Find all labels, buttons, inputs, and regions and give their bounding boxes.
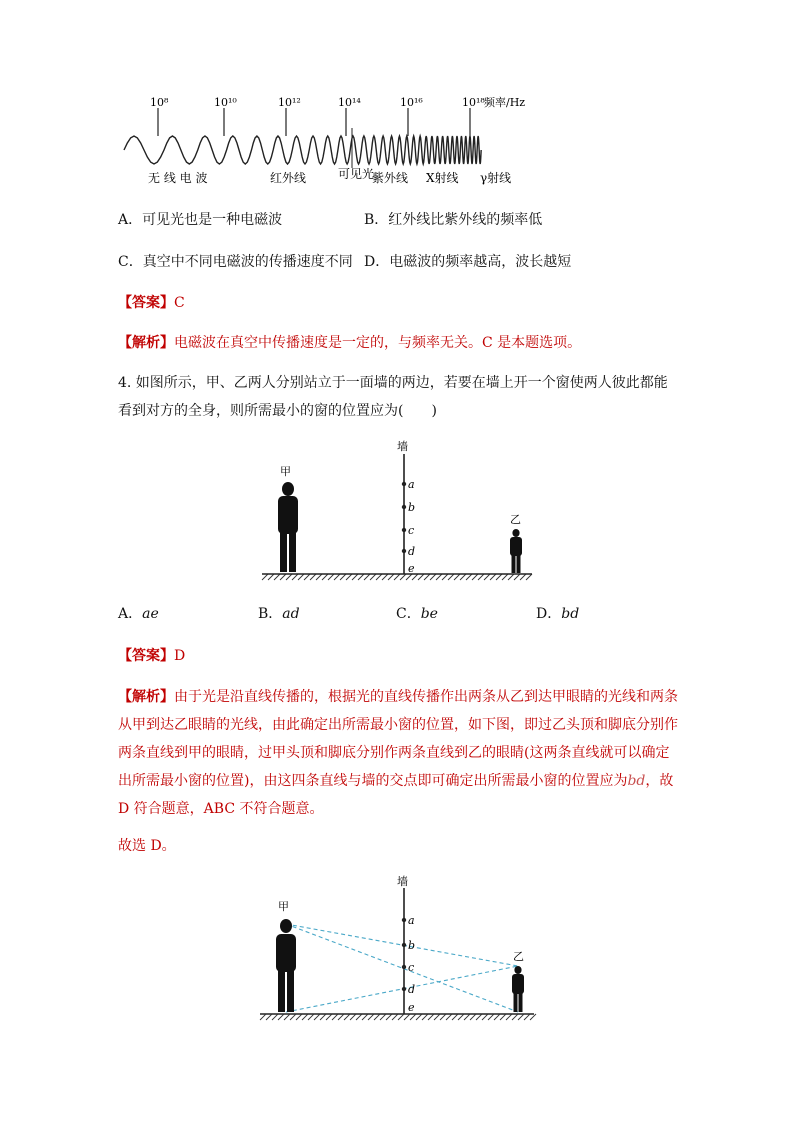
hatch-mark [430, 574, 436, 580]
q4-option-b [258, 604, 300, 624]
wall-label: 墙 [397, 875, 408, 888]
hatch-mark [470, 1014, 476, 1020]
hatch-mark [424, 574, 430, 580]
freq-label: 10¹⁶ [400, 96, 423, 109]
q4-option-c-letter: C． [396, 606, 421, 622]
hatch-mark [506, 1014, 512, 1020]
q4-analysis [118, 683, 678, 823]
q4-analysis-tag: 【解析】 [118, 689, 174, 705]
analysis-text: 电磁波在真空中传播速度是一定的，与频率无关。C 是本题选项。 [174, 335, 582, 351]
option-a: A．可见光也是一种电磁波 [118, 212, 283, 228]
band-label-xray: X射线 [426, 171, 459, 185]
wall-point [402, 505, 406, 509]
hatch-mark [404, 1014, 410, 1020]
wall-point [402, 549, 406, 553]
q4-analysis-line: D 符合题意，ABC 不符合题意。 [118, 801, 324, 817]
wall-point [402, 965, 406, 969]
point-label-b: b [408, 501, 416, 514]
hatch-mark [374, 1014, 380, 1020]
hatch-mark [458, 1014, 464, 1020]
hatch-mark [358, 574, 364, 580]
freq-unit: 频率/Hz [484, 96, 526, 109]
band-label-gamma: γ射线 [480, 171, 512, 185]
wall-point [402, 482, 406, 486]
wall-point [402, 943, 406, 947]
hatch-mark [422, 1014, 428, 1020]
hatch-mark [272, 1014, 278, 1020]
hatch-mark [418, 574, 424, 580]
person-yi [512, 966, 524, 1012]
hatch-mark [286, 574, 292, 580]
option-c: C．真空中不同电磁波的传播速度不同 [118, 254, 353, 270]
wall-point [402, 987, 406, 991]
hatch-mark [488, 1014, 494, 1020]
hatch-mark [298, 574, 304, 580]
spectrum-wave [124, 136, 481, 164]
band-label-infrared: 红外线 [270, 171, 307, 185]
hatch-mark [304, 574, 310, 580]
hatch-mark [322, 574, 328, 580]
hatch-mark [344, 1014, 350, 1020]
ground-hatch [262, 574, 532, 580]
hatch-mark [382, 574, 388, 580]
hatch-mark [308, 1014, 314, 1020]
q4-analysis-highlight: bd [627, 773, 646, 789]
person-yi-label: 乙 [513, 950, 524, 963]
q4-option-a-letter: A． [118, 606, 143, 622]
point-label-c: c [408, 961, 415, 974]
hatch-mark [296, 1014, 302, 1020]
q4-analysis-line: 两条直线到甲的眼睛，过甲头顶和脚底分别作两条直线到乙的眼睛(这两条直线就可以确定 [118, 745, 670, 761]
q4-option-a-value: ae [142, 606, 159, 622]
hatch-mark [332, 1014, 338, 1020]
q4-option-b-letter: B． [258, 606, 283, 622]
hatch-mark [370, 574, 376, 580]
point-label-b: b [408, 939, 416, 952]
hatch-mark [278, 1014, 284, 1020]
hatch-mark [410, 1014, 416, 1020]
point-label-a: a [408, 478, 415, 491]
hatch-mark [352, 574, 358, 580]
hatch-mark [502, 574, 508, 580]
hatch-mark [512, 1014, 518, 1020]
hatch-mark [292, 574, 298, 580]
hatch-mark [350, 1014, 356, 1020]
option-b: B．红外线比紫外线的频率低 [364, 212, 543, 228]
hatch-mark [530, 1014, 536, 1020]
hatch-mark [290, 1014, 296, 1020]
hatch-mark [464, 1014, 470, 1020]
band-label-radio: 无 线 电 波 [148, 171, 208, 185]
hatch-mark [526, 574, 532, 580]
hatch-mark [514, 574, 520, 580]
hatch-mark [368, 1014, 374, 1020]
q4-option-d [536, 604, 579, 624]
answer-value: C [174, 295, 185, 311]
freq-label: 10¹⁸ [462, 96, 485, 109]
hatch-mark [524, 1014, 530, 1020]
q4-analysis-line [118, 767, 678, 795]
spectrum-figure [118, 92, 538, 192]
hatch-mark [340, 574, 346, 580]
person-jia [278, 482, 298, 572]
hatch-mark [460, 574, 466, 580]
freq-label: 10¹⁰ [214, 96, 237, 109]
q4-option-c [396, 604, 438, 624]
hatch-mark [362, 1014, 368, 1020]
hatch-mark [400, 574, 406, 580]
hatch-mark [520, 574, 526, 580]
hatch-mark [356, 1014, 362, 1020]
person-jia [276, 919, 296, 1012]
hatch-mark [280, 574, 286, 580]
freq-label: 10⁸ [150, 96, 169, 109]
q4-answer-value: D [174, 648, 186, 664]
q4-analysis-tail: ，故 [645, 773, 674, 789]
point-label-d: d [408, 545, 416, 558]
hatch-mark [490, 574, 496, 580]
hatch-mark [338, 1014, 344, 1020]
analysis-line [118, 333, 581, 353]
hatch-mark [386, 1014, 392, 1020]
q4-option-d-value: bd [561, 606, 580, 622]
hatch-mark [380, 1014, 386, 1020]
answer-tag: 【答案】 [118, 295, 174, 311]
q4-analysis-text: 出所需最小窗的位置)，由这四条直线与墙的交点即可确定出所需最小窗的位置应为 [118, 773, 628, 789]
q4-answer-tag: 【答案】 [118, 648, 174, 664]
hatch-mark [268, 574, 274, 580]
hatch-mark [452, 1014, 458, 1020]
q4-conclusion: 故选 D。 [118, 838, 176, 854]
hatch-mark [310, 574, 316, 580]
hatch-mark [328, 574, 334, 580]
hatch-mark [482, 1014, 488, 1020]
hatch-mark [376, 574, 382, 580]
hatch-mark [262, 574, 268, 580]
person-yi-label: 乙 [510, 513, 521, 526]
hatch-mark [316, 574, 322, 580]
band-label-visible: 可见光 [338, 167, 375, 181]
hatch-mark [260, 1014, 266, 1020]
hatch-mark [320, 1014, 326, 1020]
hatch-mark [518, 1014, 524, 1020]
hatch-mark [334, 574, 340, 580]
hatch-mark [472, 574, 478, 580]
hatch-mark [448, 574, 454, 580]
point-label-a: a [408, 914, 415, 927]
wall-figure-2 [256, 874, 540, 1026]
q4-option-a [118, 604, 159, 624]
wall-point [402, 918, 406, 922]
person-jia-label: 甲 [278, 900, 289, 913]
answer-line [118, 293, 185, 313]
hatch-mark [484, 574, 490, 580]
option-d: D．电磁波的频率越高，波长越短 [364, 254, 572, 270]
hatch-mark [446, 1014, 452, 1020]
hatch-mark [508, 574, 514, 580]
freq-label: 10¹⁴ [338, 96, 361, 109]
q4-analysis-line: 从甲到达乙眼睛的光线，由此确定出所需最小窗的位置，如下图，即过乙头顶和脚底分别作 [118, 717, 678, 733]
hatch-mark [346, 574, 352, 580]
hatch-mark [434, 1014, 440, 1020]
freq-label: 10¹² [278, 96, 301, 109]
hatch-mark [428, 1014, 434, 1020]
hatch-mark [392, 1014, 398, 1020]
q4-option-d-letter: D． [536, 606, 562, 622]
ground-hatch [260, 1014, 536, 1020]
q4-analysis-text: 由于光是沿直线传播的，根据光的直线传播作出两条从乙到达甲眼睛的光线和两条 [174, 689, 678, 705]
wall-figure-1 [258, 438, 538, 584]
point-label-c: c [408, 524, 415, 537]
hatch-mark [440, 1014, 446, 1020]
hatch-mark [364, 574, 370, 580]
hatch-mark [302, 1014, 308, 1020]
person-jia-label: 甲 [280, 465, 291, 478]
light-rays [286, 924, 518, 1012]
point-label-e: e [408, 562, 415, 575]
hatch-mark [496, 574, 502, 580]
question-4-stem-line1: 4. 如图所示，甲、乙两人分别站立于一面墙的两边，若要在墙上开一个窗使两人彼此都能 [118, 375, 668, 391]
ray-jia-eye-to-yi-foot [286, 924, 518, 1012]
hatch-mark [314, 1014, 320, 1020]
hatch-mark [274, 574, 280, 580]
hatch-mark [388, 574, 394, 580]
hatch-mark [266, 1014, 272, 1020]
hatch-mark [500, 1014, 506, 1020]
hatch-mark [398, 1014, 404, 1020]
person-yi [510, 529, 522, 573]
question-4-stem-line2: 看到对方的全身，则所需最小的窗的位置应为( ) [118, 403, 437, 419]
hatch-mark [416, 1014, 422, 1020]
hatch-mark [394, 574, 400, 580]
analysis-tag: 【解析】 [118, 335, 174, 351]
hatch-mark [436, 574, 442, 580]
q4-analysis-line [118, 683, 678, 711]
wall-label: 墙 [397, 440, 408, 453]
wall-point [402, 528, 406, 532]
hatch-mark [478, 574, 484, 580]
point-label-d: d [408, 983, 416, 996]
hatch-mark [284, 1014, 290, 1020]
q4-option-b-value: ad [282, 606, 300, 622]
hatch-mark [466, 574, 472, 580]
hatch-mark [326, 1014, 332, 1020]
hatch-mark [442, 574, 448, 580]
q4-option-c-value: be [420, 606, 438, 622]
hatch-mark [476, 1014, 482, 1020]
hatch-mark [454, 574, 460, 580]
point-label-e: e [408, 1001, 415, 1014]
band-label-ultraviolet: 紫外线 [372, 171, 409, 185]
q4-answer-line [118, 646, 185, 666]
hatch-mark [494, 1014, 500, 1020]
